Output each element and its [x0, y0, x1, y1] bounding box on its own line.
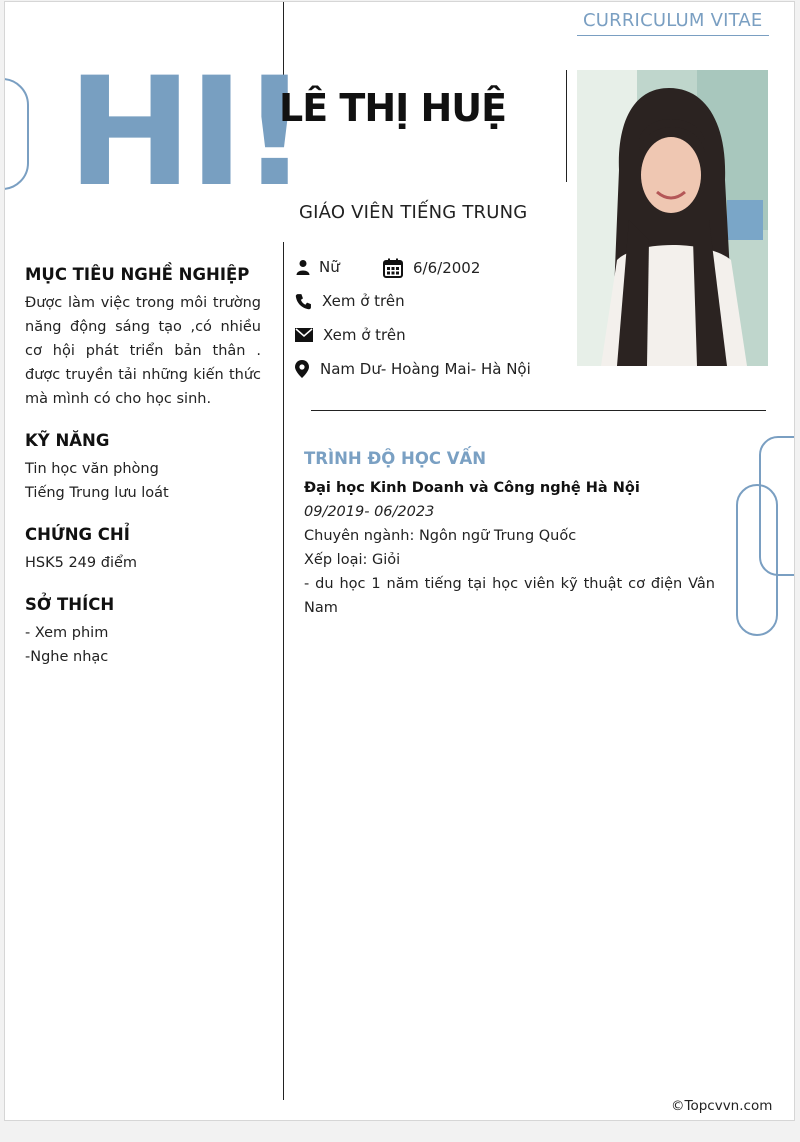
address-value: Nam Dư- Hoàng Mai- Hà Nội [320, 360, 531, 378]
hobby-item: -Nghe nhạc [25, 649, 109, 665]
gender-row [295, 258, 340, 276]
education-period: 09/2019- 06/2023 [304, 504, 435, 520]
calendar-icon [383, 258, 403, 278]
education-school: Đại học Kinh Doanh và Công nghệ Hà Nội [304, 480, 640, 496]
contact-divider [311, 410, 766, 411]
hobby-item: - Xem phim [25, 625, 109, 641]
cv-label: CURRICULUM VITAE [583, 10, 763, 31]
email-row [295, 326, 406, 344]
location-icon [295, 360, 309, 378]
phone-icon [295, 293, 312, 310]
education-note: - du học 1 năm tiếng tại học viên kỹ thuật cơ điện Vân Nam [304, 576, 715, 616]
certificates-title: CHỨNG CHỈ [25, 525, 130, 544]
hobbies-title: SỞ THÍCH [25, 595, 115, 614]
gender-value: Nữ [319, 258, 340, 276]
mail-icon [295, 328, 313, 342]
email-value: Xem ở trên [323, 326, 406, 344]
profile-photo [577, 70, 768, 366]
birthday-value: 6/6/2002 [413, 259, 481, 277]
candidate-name: LÊ THỊ HUỆ [279, 86, 507, 130]
footer-copyright: ©Topcvvn.com [671, 1098, 773, 1114]
birthday-row [383, 258, 480, 278]
education-major: Chuyên ngành: Ngôn ngữ Trung Quốc [304, 528, 577, 544]
phone-row [295, 292, 405, 310]
column-divider [283, 242, 284, 1100]
education-title: TRÌNH ĐỘ HỌC VẤN [304, 449, 487, 468]
address-row [295, 360, 531, 378]
education-block [304, 476, 715, 620]
hi-greeting: HI! [67, 46, 305, 220]
certificate-item: HSK5 249 điểm [25, 555, 138, 571]
cv-label-underline [577, 35, 769, 36]
job-title: GIÁO VIÊN TIẾNG TRUNG [299, 202, 528, 223]
skills-title: KỸ NĂNG [25, 431, 110, 450]
header-right-divider [566, 70, 567, 182]
profile-photo-illustration [577, 70, 768, 366]
education-rank: Xếp loại: Giỏi [304, 552, 401, 568]
objective-text: Được làm việc trong môi trường năng động sáng tạo ,có nhiều cơ hội phát triển bản thân . được truyền tải những kiến thức mà mình có cho học sinh. [25, 295, 261, 407]
person-icon [295, 259, 311, 275]
skill-item: Tiếng Trung lưu loát [25, 485, 169, 501]
right-deco-frame-2 [736, 484, 778, 636]
phone-value: Xem ở trên [322, 292, 405, 310]
cv-page [4, 1, 795, 1121]
objective-title: MỤC TIÊU NGHỀ NGHIỆP [25, 265, 250, 284]
left-deco-frame [4, 78, 29, 190]
skill-item: Tin học văn phòng [25, 461, 159, 477]
